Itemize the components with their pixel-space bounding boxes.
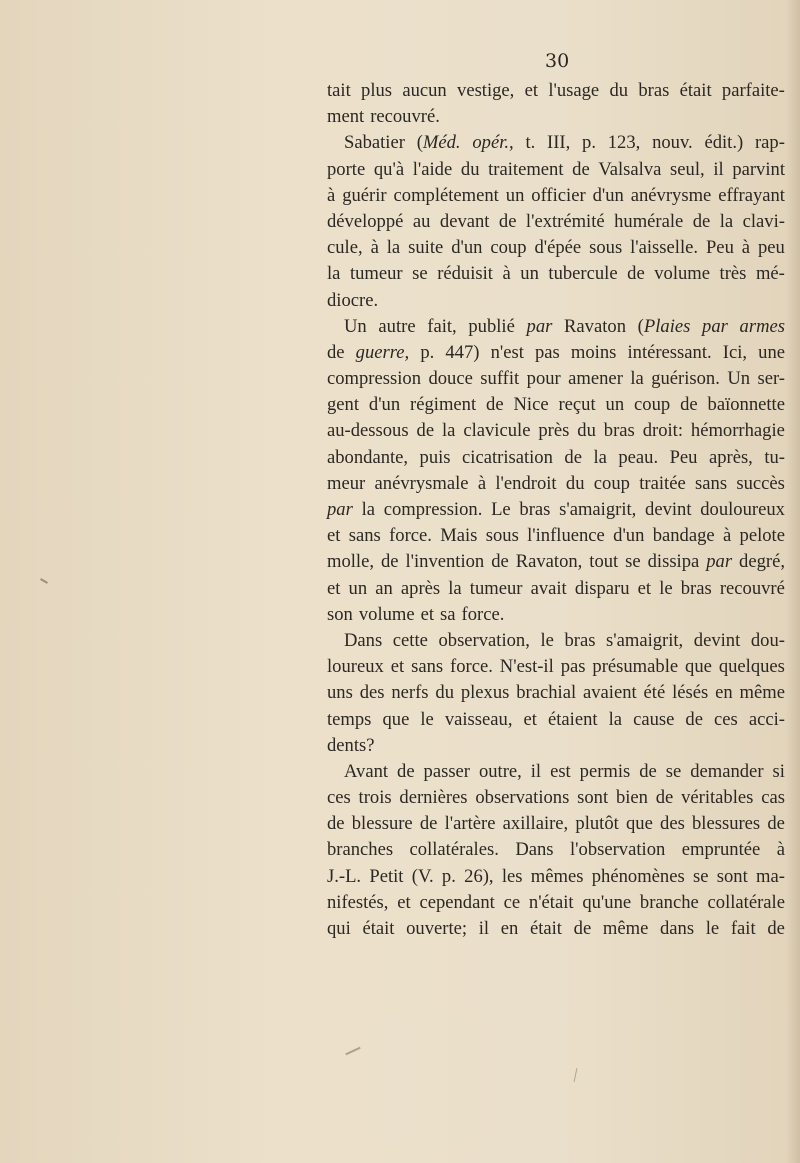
text-line: son volume et sa force. (327, 603, 505, 625)
text-line: branches collatérales. Dans l'observation empruntée à (327, 839, 785, 861)
text-line: Sabatier (Méd. opér., t. III, p. 123, nouv. édit.) rap- (344, 132, 785, 154)
text-line: ment recouvré. (327, 106, 440, 128)
body-text (327, 78, 785, 942)
text-line: par la compression. Le bras s'amaigrit, devint douloureux (327, 499, 785, 520)
text-line: diocre. (327, 289, 379, 311)
page-edge-shadow (786, 0, 800, 1163)
text-line: porte qu'à l'aide du traitement de Valsalva seul, il parvint (327, 158, 785, 180)
text-line: et un an après la tumeur avait disparu et le bras recouvré (327, 577, 785, 599)
text-line: développé au devant de l'extrémité humérale de la clavi- (327, 210, 785, 232)
text-line: molle, de l'invention de Ravaton, tout se dissipa par degré, (327, 551, 785, 573)
margin-mark (40, 578, 48, 584)
text-line: gent d'un régiment de Nice reçut un coup de baïonnette (327, 394, 785, 416)
text-line: Avant de passer outre, il est permis de se demander si (344, 760, 785, 782)
text-line: meur anévrysmale à l'endroit du coup traitée sans succès (327, 472, 785, 494)
text-line: temps que le vaisseau, et étaient la cause de ces acci- (327, 708, 785, 730)
text-line: J.-L. Petit (V. p. 26), les mêmes phénomènes se sont ma- (327, 865, 785, 887)
text-line: qui était ouverte; il en était de même dans le fait de (327, 918, 785, 939)
text-line: loureux et sans force. N'est-il pas présumable que quelques (327, 656, 785, 678)
text-line: au-dessous de la clavicule près du bras droit: hémorrhagie (327, 420, 785, 442)
margin-mark (574, 1068, 578, 1082)
text-line: et sans force. Mais sous l'influence d'un bandage à pelote (327, 525, 785, 547)
text-line: tait plus aucun vestige, et l'usage du bras était parfaite- (327, 80, 785, 101)
text-line: Un autre fait, publié par Ravaton (Plaies par armes (344, 315, 785, 337)
text-line: dents? (327, 734, 375, 756)
text-line: cule, à la suite d'un coup d'épée sous l'aisselle. Peu à peu (327, 237, 785, 259)
page-number: 30 (545, 50, 570, 72)
text-line: uns des nerfs du plexus brachial avaient été lésés en même (327, 682, 785, 704)
text-line: Dans cette observation, le bras s'amaigrit, devint dou- (344, 629, 785, 651)
text-line: de blessure de l'artère axillaire, plutôt que des blessures de (327, 813, 785, 835)
text-line: ces trois dernières observations sont bien de véritables cas (327, 787, 785, 809)
text-line: de guerre, p. 447) n'est pas moins intéressant. Ici, une (327, 341, 785, 363)
margin-mark (345, 1047, 360, 1056)
text-line: à guérir complétement un officier d'un anévrysme effrayant (327, 184, 785, 206)
text-line: abondante, puis cicatrisation de la peau. Peu après, tu- (327, 446, 785, 468)
text-line: la tumeur se réduisit à un tubercule de volume très mé- (327, 263, 785, 285)
text-line: nifestés, et cependant ce n'était qu'une branche collatérale (327, 891, 785, 913)
text-line: compression douce suffit pour amener la guérison. Un ser- (327, 368, 785, 390)
